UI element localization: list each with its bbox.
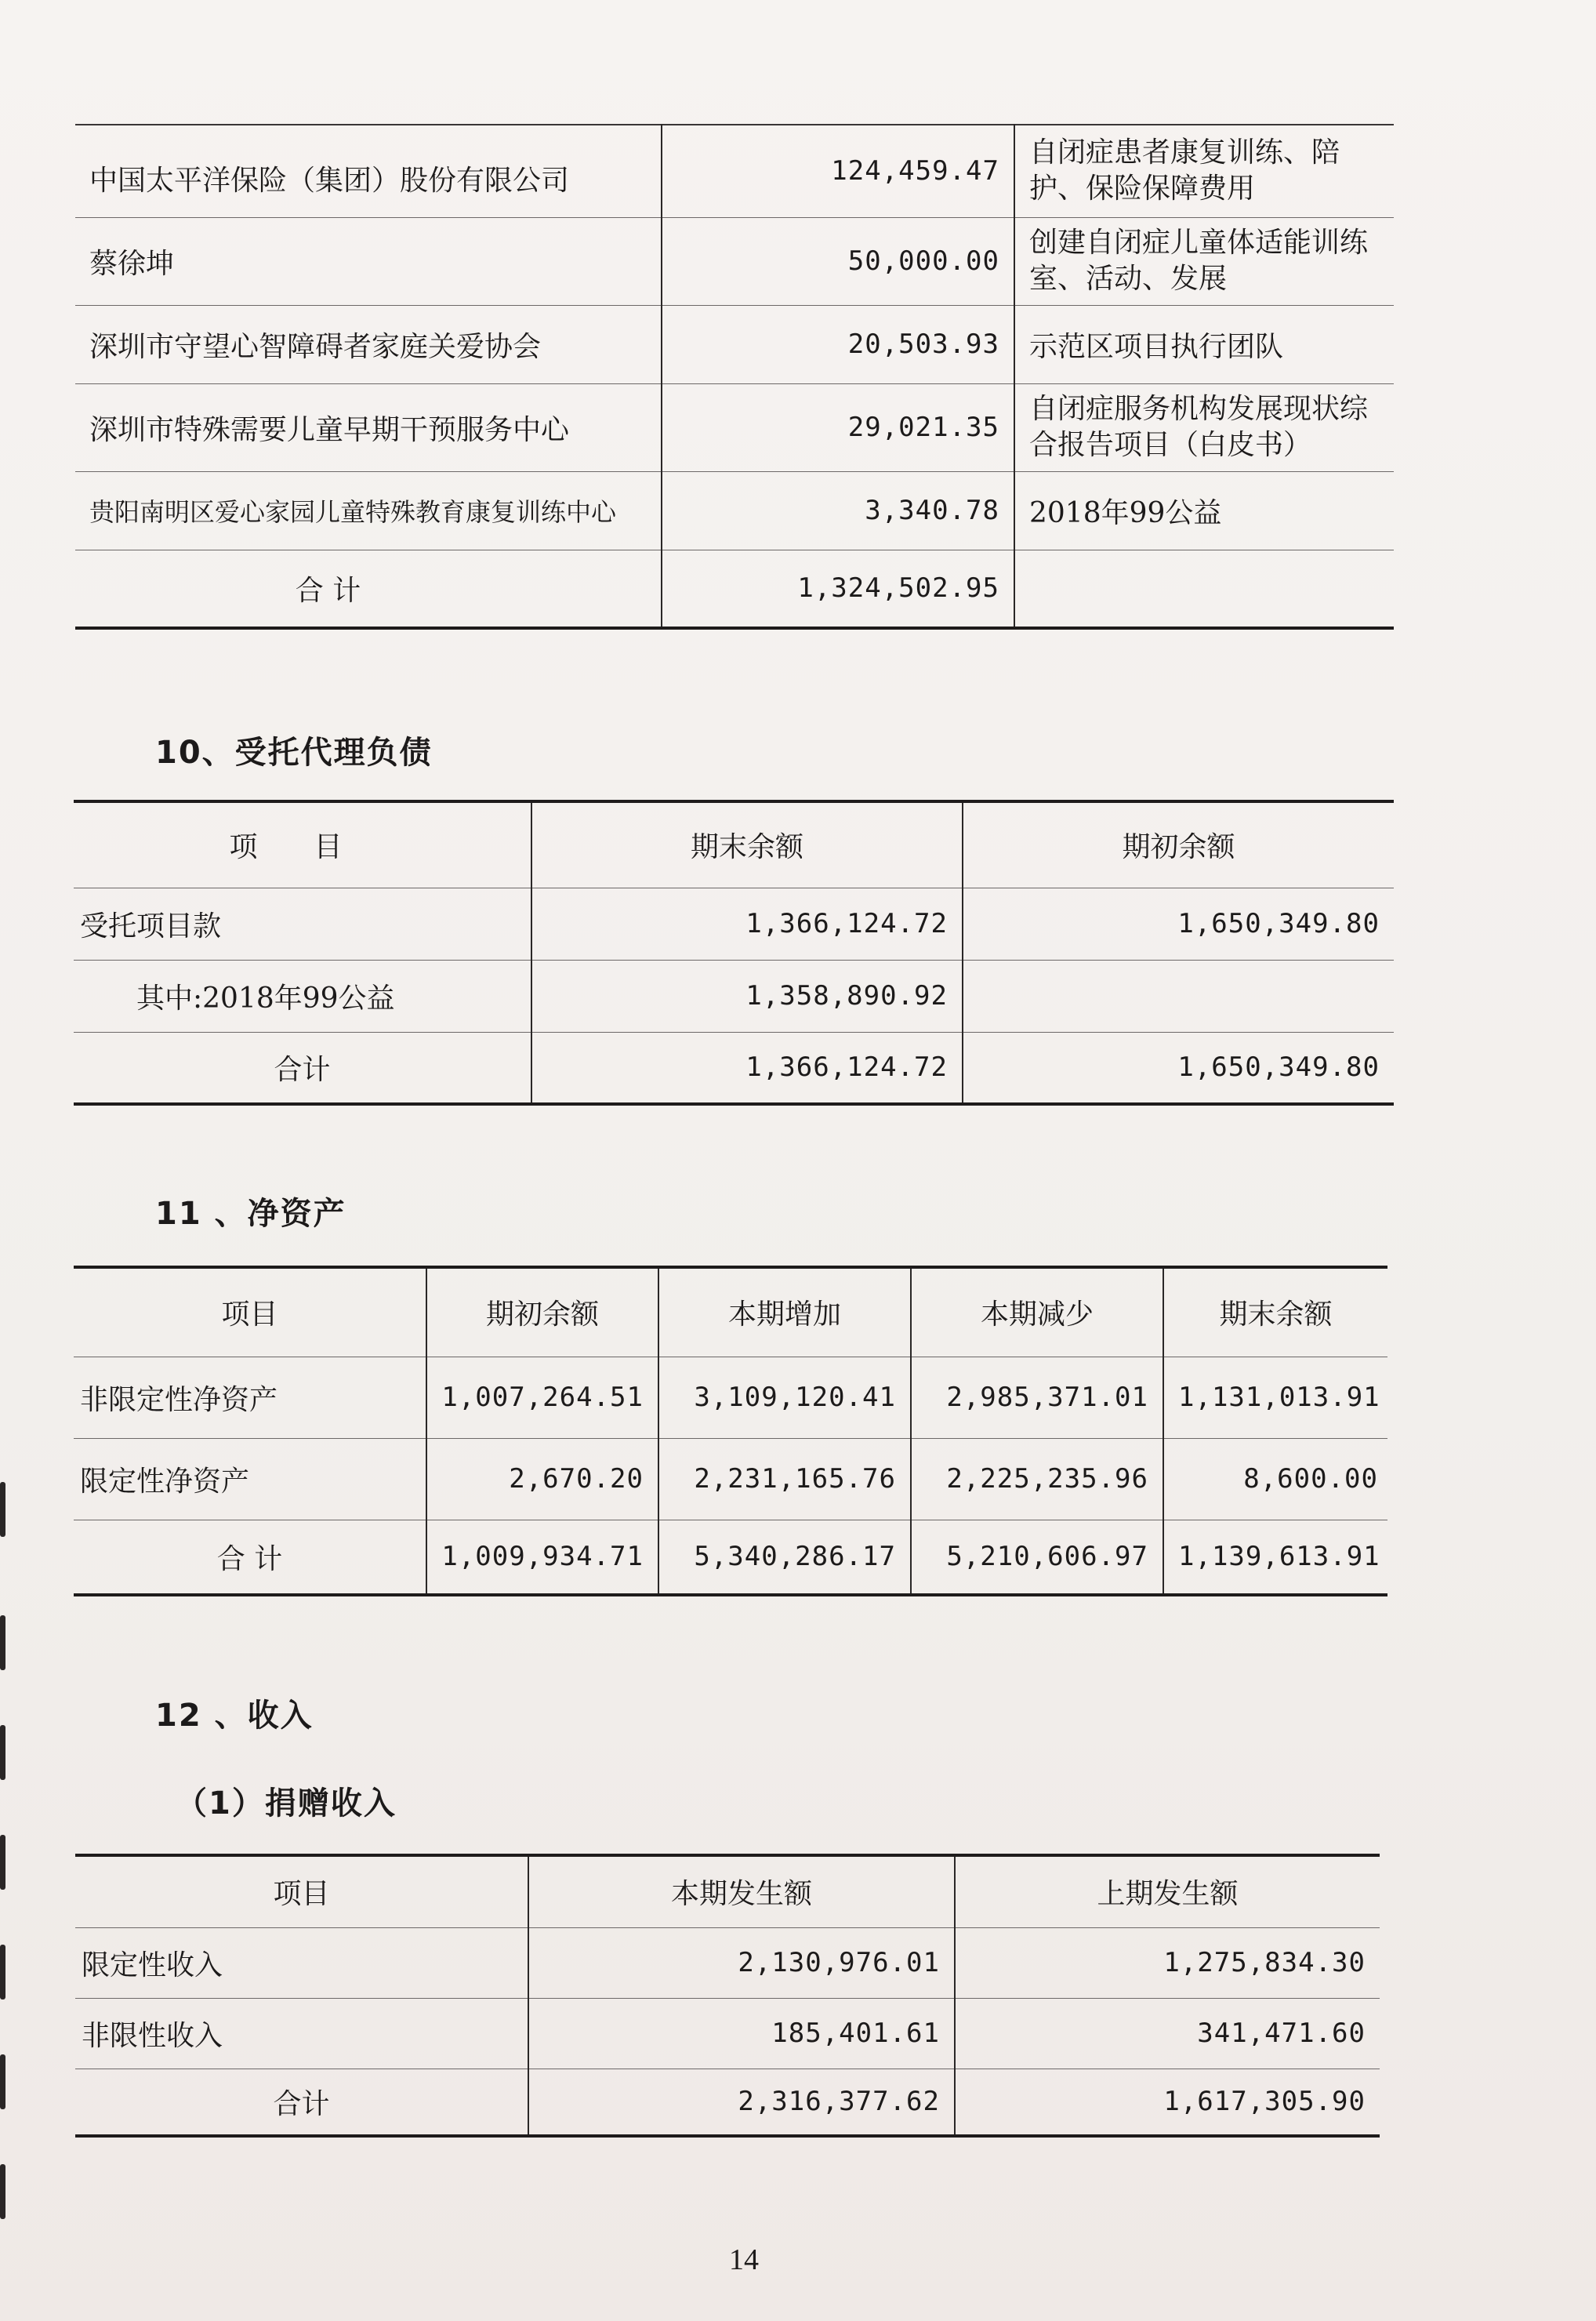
header-current-period: 本期发生额 — [528, 1855, 955, 1927]
binding-marks — [0, 1458, 11, 2305]
decrease: 5,210,606.97 — [911, 1520, 1163, 1595]
total-label: 合 计 — [74, 1520, 426, 1595]
table-row — [74, 960, 1394, 1032]
table-total-row — [75, 2069, 1380, 2136]
ending-balance: 1,366,124.72 — [531, 888, 963, 960]
current-period-amount: 185,401.61 — [528, 1998, 955, 2069]
row-label: 其中:2018年99公益 — [74, 960, 531, 1032]
ending-balance: 1,366,124.72 — [531, 1032, 963, 1104]
total-amount: 1,324,502.95 — [662, 550, 1014, 628]
donation-table — [75, 124, 1394, 630]
prior-period-amount: 341,471.60 — [955, 1998, 1380, 2069]
opening-balance: 1,007,264.51 — [426, 1357, 658, 1438]
donor-name: 深圳市特殊需要儿童早期干预服务中心 — [75, 383, 662, 471]
table-row — [74, 1438, 1387, 1520]
empty-cell — [1014, 550, 1394, 628]
increase: 5,340,286.17 — [658, 1520, 911, 1595]
donor-name: 蔡徐坤 — [75, 217, 662, 305]
opening-balance: 2,670.20 — [426, 1438, 658, 1520]
header-ending-balance: 期末余额 — [1163, 1267, 1387, 1357]
donation-purpose: 自闭症患者康复训练、陪护、保险保障费用 — [1014, 125, 1394, 217]
ending-balance: 8,600.00 — [1163, 1438, 1387, 1520]
decrease: 2,985,371.01 — [911, 1357, 1163, 1438]
table-header-row — [75, 1855, 1380, 1927]
current-period-amount: 2,316,377.62 — [528, 2069, 955, 2136]
table-row — [75, 471, 1394, 550]
header-item: 项目 — [75, 1855, 528, 1927]
opening-balance: 1,650,349.80 — [963, 888, 1394, 960]
prior-period-amount: 1,275,834.30 — [955, 1927, 1380, 1998]
donor-name: 中国太平洋保险（集团）股份有限公司 — [75, 125, 662, 217]
table-row — [74, 1357, 1387, 1438]
donation-amount: 29,021.35 — [662, 383, 1014, 471]
section-10-table — [74, 800, 1394, 1106]
header-decrease: 本期减少 — [911, 1267, 1163, 1357]
table-row — [75, 217, 1394, 305]
donation-purpose: 自闭症服务机构发展现状综合报告项目（白皮书） — [1014, 383, 1394, 471]
total-label: 合 计 — [75, 550, 662, 628]
header-opening-balance: 期初余额 — [963, 801, 1394, 888]
header-prior-period: 上期发生额 — [955, 1855, 1380, 1927]
row-label: 非限性收入 — [75, 1998, 528, 2069]
current-period-amount: 2,130,976.01 — [528, 1927, 955, 1998]
donation-amount: 20,503.93 — [662, 305, 1014, 383]
header-item: 项目 — [74, 1267, 426, 1357]
section-11-title: 11 、净资产 — [155, 1196, 346, 1232]
opening-balance: 1,009,934.71 — [426, 1520, 658, 1595]
table-total-row — [75, 550, 1394, 628]
donation-purpose: 2018年99公益 — [1014, 471, 1394, 550]
row-label: 非限定性净资产 — [74, 1357, 426, 1438]
donation-amount: 50,000.00 — [662, 217, 1014, 305]
section-12-subtitle: （1）捐赠收入 — [176, 1785, 397, 1822]
table-row — [75, 125, 1394, 217]
table-header-row — [74, 801, 1394, 888]
donor-name: 贵阳南明区爱心家园儿童特殊教育康复训练中心 — [75, 471, 662, 550]
ending-balance: 1,131,013.91 — [1163, 1357, 1387, 1438]
increase: 2,231,165.76 — [658, 1438, 911, 1520]
donor-name: 深圳市守望心智障碍者家庭关爱协会 — [75, 305, 662, 383]
decrease: 2,225,235.96 — [911, 1438, 1163, 1520]
table-total-row — [74, 1520, 1387, 1595]
table-row — [75, 1998, 1380, 2069]
ending-balance: 1,139,613.91 — [1178, 1541, 1380, 1573]
opening-balance — [963, 960, 1394, 1032]
donation-amount: 124,459.47 — [662, 125, 1014, 217]
section-12-title: 12 、收入 — [155, 1698, 314, 1734]
header-opening-balance: 期初余额 — [426, 1267, 658, 1357]
section-12-table — [75, 1854, 1380, 2138]
section-10-title: 10、受托代理负债 — [155, 735, 433, 771]
row-label: 受托项目款 — [74, 888, 531, 960]
total-label: 合计 — [75, 2069, 528, 2136]
header-increase: 本期增加 — [658, 1267, 911, 1357]
header-item: 项 目 — [74, 801, 531, 888]
donation-purpose: 示范区项目执行团队 — [1014, 305, 1394, 383]
increase: 3,109,120.41 — [658, 1357, 911, 1438]
table-row — [75, 1927, 1380, 1998]
donation-amount: 3,340.78 — [662, 471, 1014, 550]
section-11-table — [74, 1266, 1387, 1596]
row-label: 限定性收入 — [75, 1927, 528, 1998]
table-row — [75, 305, 1394, 383]
total-label: 合计 — [74, 1032, 531, 1104]
row-label: 限定性净资产 — [74, 1438, 426, 1520]
table-row — [75, 383, 1394, 471]
table-header-row — [74, 1267, 1387, 1357]
ending-balance: 1,358,890.92 — [531, 960, 963, 1032]
header-ending-balance: 期末余额 — [531, 801, 963, 888]
table-total-row — [74, 1032, 1394, 1104]
table-row — [74, 888, 1394, 960]
donation-purpose: 创建自闭症儿童体适能训练室、活动、发展 — [1014, 217, 1394, 305]
page-number: 14 — [729, 2243, 759, 2276]
prior-period-amount: 1,617,305.90 — [1163, 2086, 1366, 2118]
opening-balance: 1,650,349.80 — [1177, 1052, 1380, 1084]
